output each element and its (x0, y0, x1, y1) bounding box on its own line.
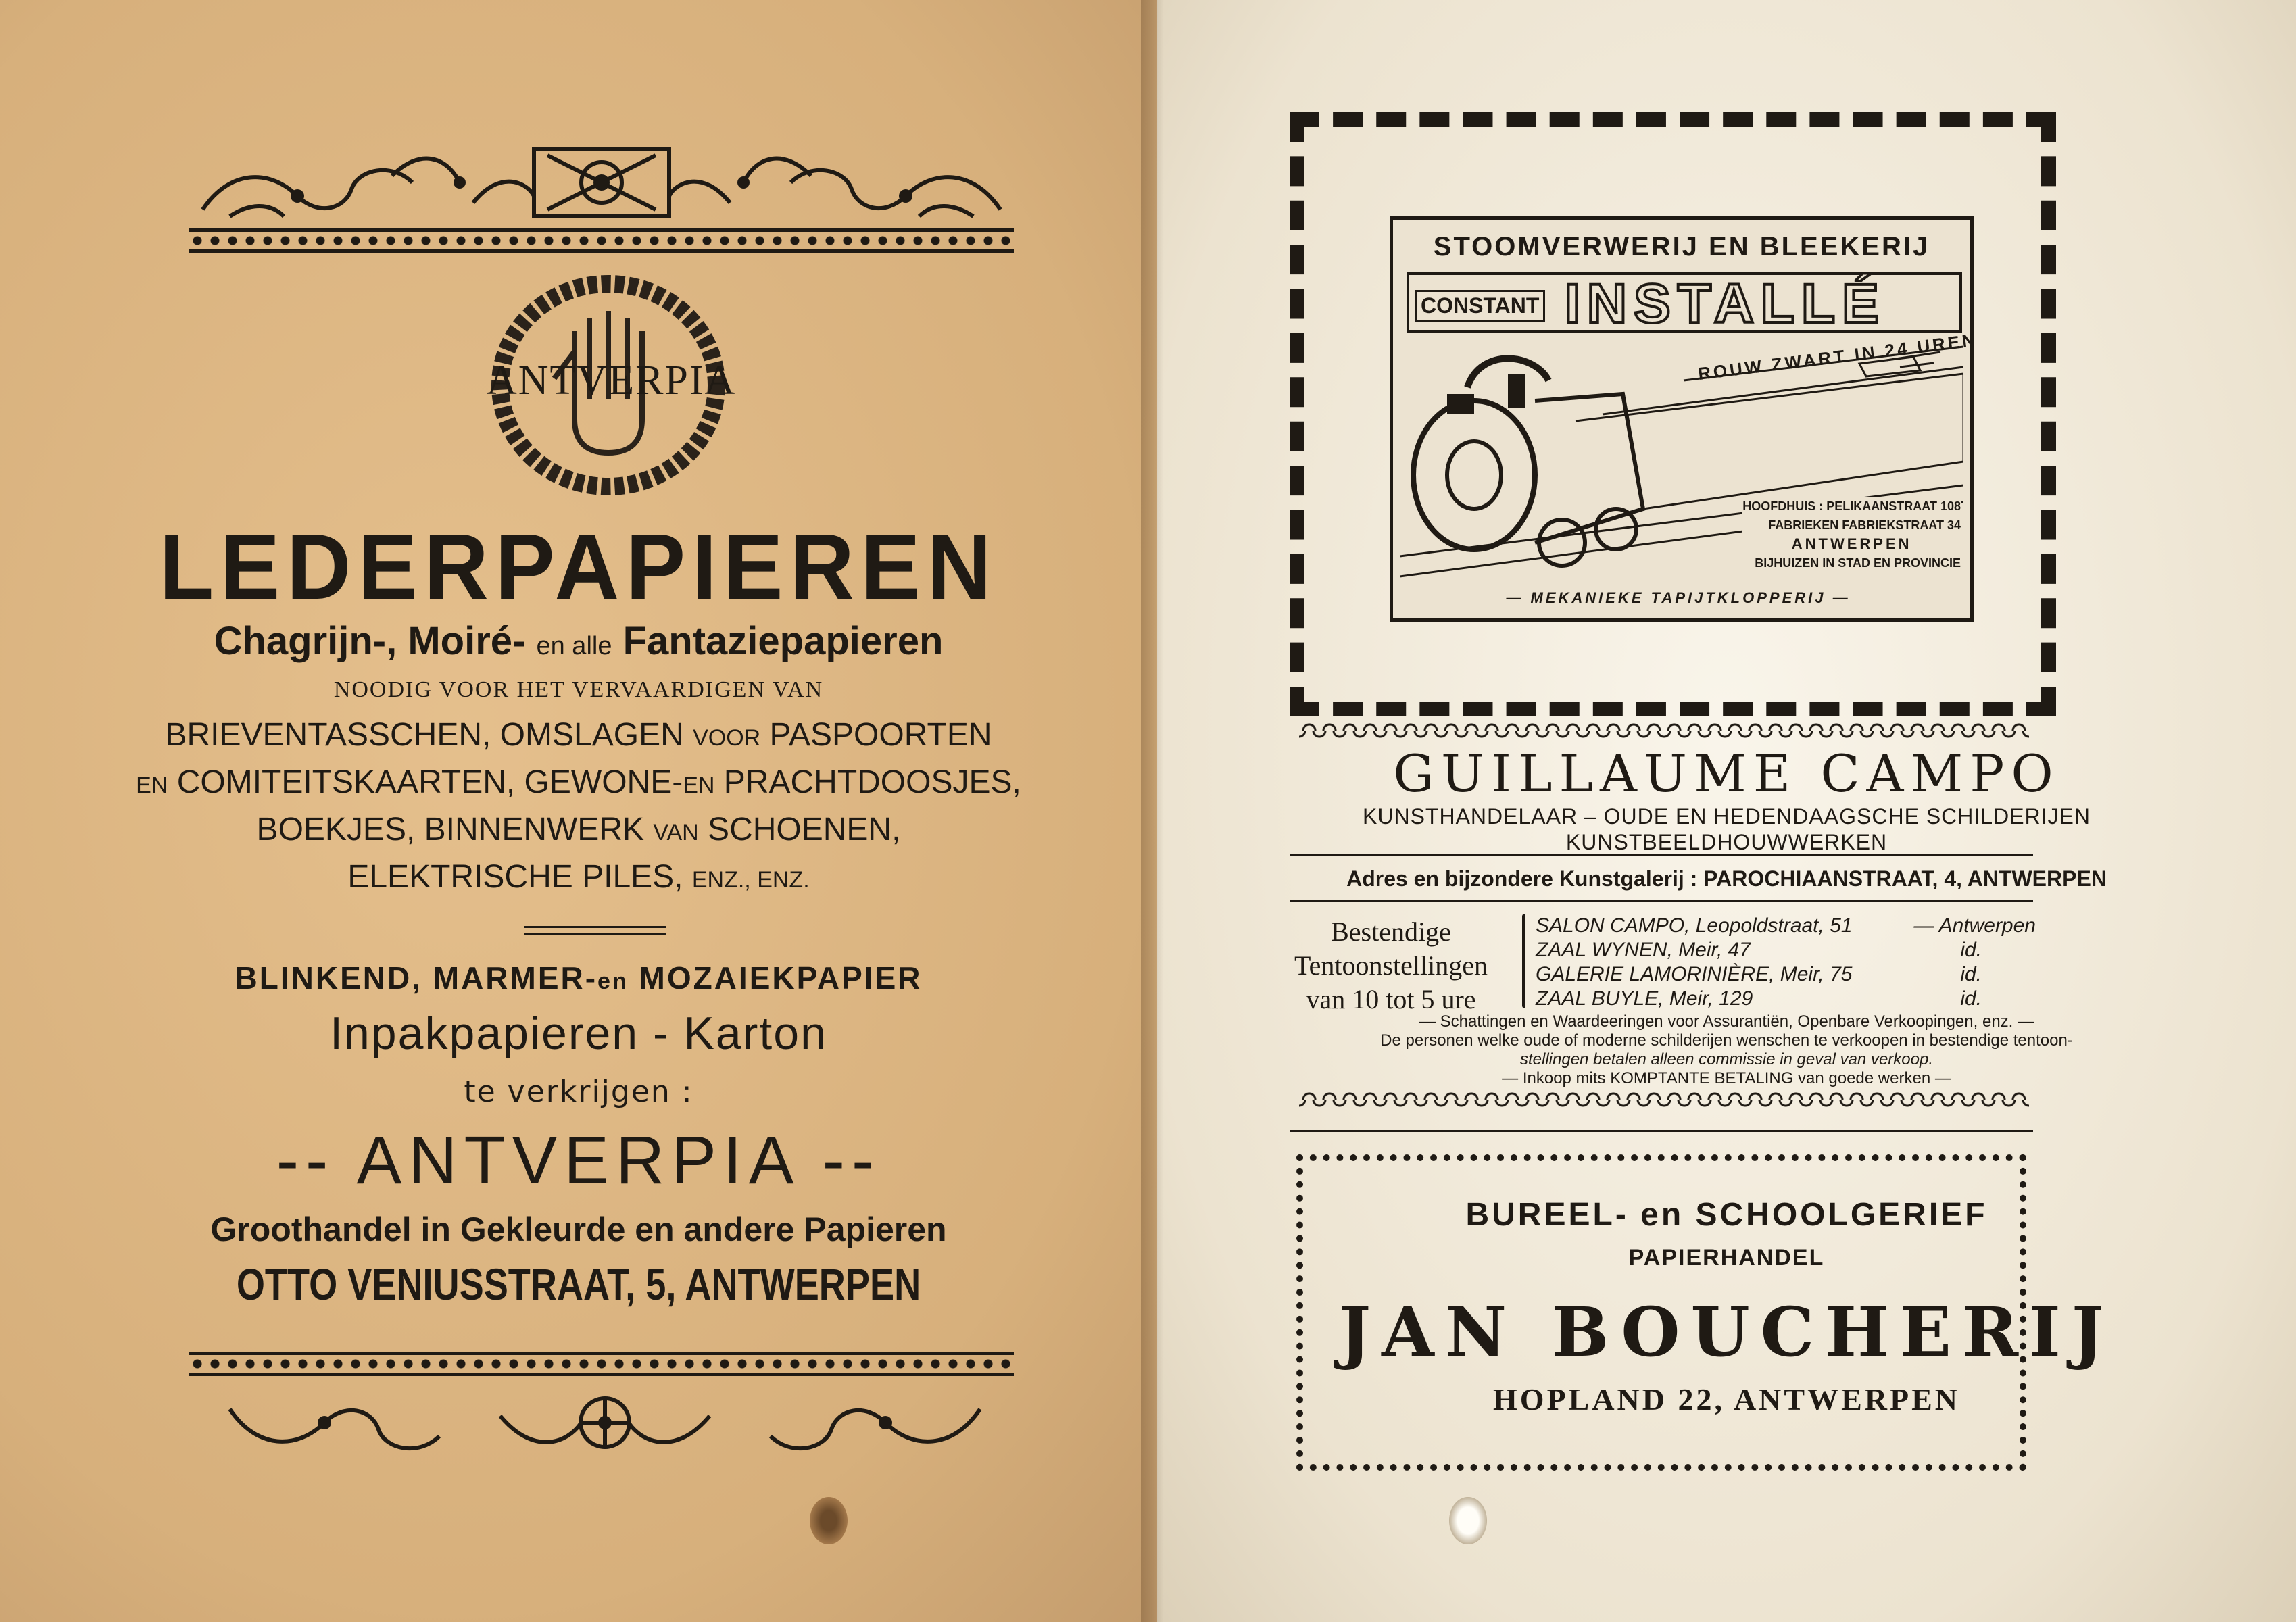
ad1-address-line: BIJHUIZEN IN STAD EN PROVINCIE (1755, 556, 1961, 570)
ad1-address-line: FABRIEKEN FABRIEKSTRAAT 34 (1768, 518, 1961, 532)
packing-paper-line: Inpakpapieren - Karton (330, 1008, 827, 1059)
binding-hole (1449, 1497, 1487, 1544)
binding-hole (810, 1497, 848, 1544)
ad1-title: STOOMVERWERIJ EN BLEEKERIJ (1433, 232, 1930, 262)
ad2-rule (1290, 854, 2033, 856)
brand-name: -- ANTVERPIA -- (276, 1123, 881, 1198)
venue-row: ZAAL WYNEN, Meir, 47 id. (1536, 939, 1982, 961)
ad2-venues (1536, 914, 2036, 1011)
venue-row: SALON CAMPO, Leopoldstraat, 51 — Antwerpen (1536, 914, 2036, 937)
ad1-footer: — MEKANIEKE TAPIJTKLOPPERIJ — (1506, 589, 1851, 606)
wholesale-line: Groothandel in Gekleurde en andere Papieren (210, 1210, 947, 1248)
top-dot-border (189, 228, 1014, 253)
separator-rule (1290, 1130, 2033, 1132)
subhead-main: Chagrijn-, Moiré- (214, 619, 526, 663)
bottom-dot-border (189, 1352, 1014, 1376)
book-gutter (1141, 0, 1173, 1622)
divider (524, 933, 666, 935)
ad1-address (1742, 497, 1961, 572)
subhead (0, 618, 1157, 664)
ad2-top-border (1299, 720, 2029, 741)
available-line: te verkrijgen : (464, 1075, 693, 1109)
ad3-address: HOPLAND 22, ANTWERPEN (1493, 1382, 1960, 1417)
ad3-name: JAN BOUCHERIJ (1338, 1292, 2115, 1372)
left-address: OTTO VENIUSSTRAAT, 5, ANTWERPEN (236, 1259, 921, 1309)
ad2-exhibitions: Bestendige Tentoonstellingen van 10 tot 5 ure (1294, 916, 1488, 1014)
logo-label: ANTVERPIA (487, 358, 737, 403)
item-line: BOEKJES, BINNENWERK VAN SCHOENEN, (256, 812, 901, 847)
venue-row: GALERIE LAMORINIÈRE, Meir, 75 id. (1536, 963, 1982, 985)
ad2-name: GUILLAUME CAMPO (1393, 743, 2060, 804)
ad2-line2: KUNSTBEELDHOUWWERKEN (1565, 830, 1888, 854)
brace (1522, 914, 1528, 1008)
headline: LEDERPAPIEREN (159, 515, 998, 619)
ad3-line1: BUREEL- en SCHOOLGERIEF (1465, 1197, 1988, 1233)
train-banner: ROUW ZWART IN 24 UREN (1696, 329, 1979, 385)
subhead-small: en alle (536, 632, 612, 660)
ad1-name-prefix: CONSTANT (1415, 290, 1545, 322)
subhead-rest: Fantaziepapieren (622, 619, 944, 663)
ad2-line1: KUNSTHANDELAAR – OUDE EN HEDENDAAGSCHE SCHILDERIJEN (1363, 804, 2091, 829)
intro-text: NOODIG VOOR HET VERVAARDIGEN VAN (333, 677, 824, 702)
item-line: ELEKTRISCHE PILES, ENZ., ENZ. (347, 859, 810, 895)
ad2-note: — Inkoop mits KOMPTANTE BETALING van goede werken — (1502, 1069, 1951, 1087)
venue-row: ZAAL BUYLE, Meir, 129 id. (1536, 987, 1982, 1010)
ad2-note: De personen welke oude of moderne schilderijen wenschen te verkoopen in bestendige tentoon- (1380, 1031, 2073, 1050)
ad2-note: stellingen betalen alleen commissie in geval van verkoop. (1519, 1050, 1933, 1068)
right-page (1157, 0, 2296, 1622)
paper-types-line: BLINKEND, MARMER-en MOZAIEKPAPIER (235, 960, 923, 996)
item-line: BRIEVENTASSCHEN, OMSLAGEN VOOR PASPOORTEN (165, 717, 992, 753)
ad1-name: INSTALLÉ (1565, 273, 1886, 335)
ad1-panel (1390, 216, 1979, 622)
bottom-ornament (216, 1382, 994, 1470)
divider (524, 926, 666, 928)
ad1-name-box (1407, 272, 1962, 333)
ad2-note: — Schattingen en Waardeeringen voor Assurantiën, Openbare Verkoopingen, enz. — (1419, 1012, 2034, 1031)
top-ornament (189, 128, 1014, 230)
ad2-bottom-border (1299, 1089, 2029, 1110)
ad3-line2: PAPIERHANDEL (1628, 1245, 1825, 1271)
item-line: EN COMITEITSKAARTEN, GEWONE-EN PRACHTDOOSJES, (136, 764, 1021, 800)
ad2-address: Adres en bijzondere Kunstgalerij : PAROCHIAANSTRAAT, 4, ANTWERPEN (1346, 866, 2107, 891)
ad2-rule (1290, 900, 2033, 902)
ad1-address-line: ANTWERPEN (1791, 535, 1912, 552)
ad1-address-line: HOOFDHUIS : PELIKAANSTRAAT 108 (1742, 499, 1961, 513)
